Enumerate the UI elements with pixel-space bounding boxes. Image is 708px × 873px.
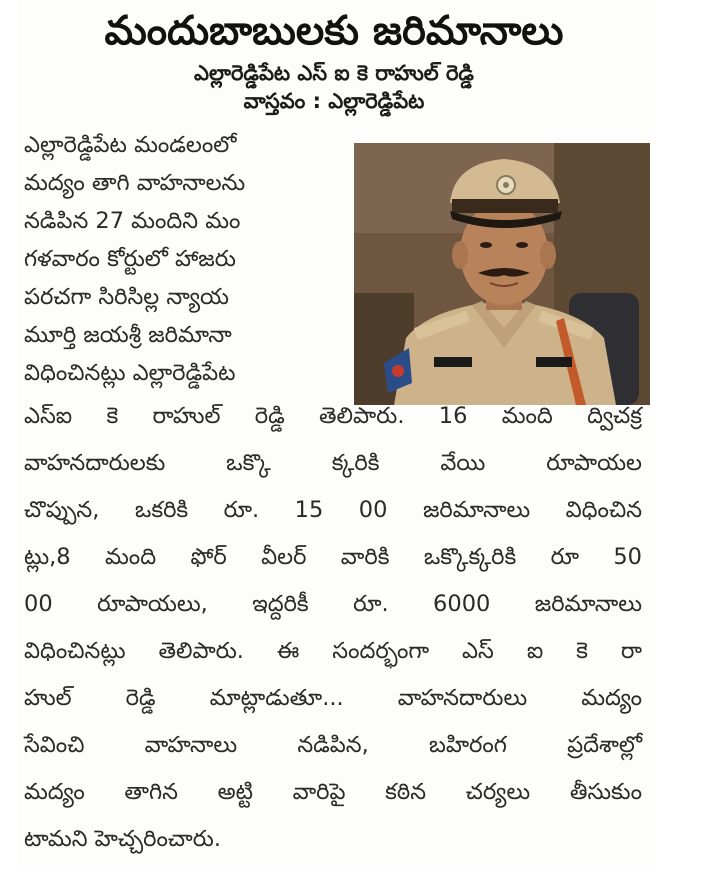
article-line: సేవించి వాహనాలు నడిపిన, బహిరంగ ప్రదేశాల్లో (24, 732, 642, 758)
article-line: ఎల్లారెడ్డిపేట మండలంలో (24, 132, 237, 158)
article-line: గళవారం కోర్టులో హాజరు (24, 246, 236, 272)
article-line: వాహనదారులకు ఒక్కొ క్కరికి వేయి రూపాయల (24, 450, 642, 476)
dateline: వాస్తవం : ఎల్లారెడ్డిపేట (243, 89, 425, 113)
article-line: విధించినట్లు తెలిపారు. ఈ సందర్భంగా ఎస్ ఐ కె రా (24, 638, 642, 664)
article-line: ట్లు,8 మంది ఫోర్ వీలర్ వారికి ఒక్కొక్కరికి రూ 50 (24, 544, 642, 570)
officer-portrait-illustration (354, 143, 650, 405)
headline: మందుబాబులకు జరిమానాలు (104, 8, 564, 54)
article-line: టామని హెచ్చరించారు. (24, 826, 221, 852)
article-line: విధించినట్లు ఎల్లారెడ్డిపేట (24, 360, 236, 386)
article-line: పరచగా సిరిసిల్ల న్యాయ (24, 284, 229, 310)
article-line: 00 రూపాయలు, ఇద్దరికీ రూ. 6000 జరిమానాలు (24, 591, 642, 617)
article-line: చొప్పున, ఒకరికి రూ. 15 00 జరిమానాలు విధించిన (24, 497, 642, 523)
article-line: మూర్తి జయశ్రీ జరిమానా (24, 322, 232, 348)
article-line: ఎస్ఐ కె రాహుల్ రెడ్డి తెలిపారు. 16 మంది ద్విచక్ర (24, 403, 642, 429)
article-line: నడిపిన 27 మందిని మం (24, 208, 241, 234)
article-line: హుల్ రెడ్డి మాట్లాడుతూ... వాహనదారులు మద్యం (24, 685, 642, 711)
article-line: మద్యం తాగిన అట్టి వారిపై కఠిన చర్యలు తీసుకుం (24, 779, 642, 805)
byline: ఎల్లారెడ్డిపేట ఎస్ ఐ కె రాహుల్ రెడ్డి (194, 61, 474, 85)
officer-photo (354, 143, 650, 405)
news-clipping (18, 0, 650, 868)
article-line: మద్యం తాగి వాహనాలను (24, 170, 246, 196)
